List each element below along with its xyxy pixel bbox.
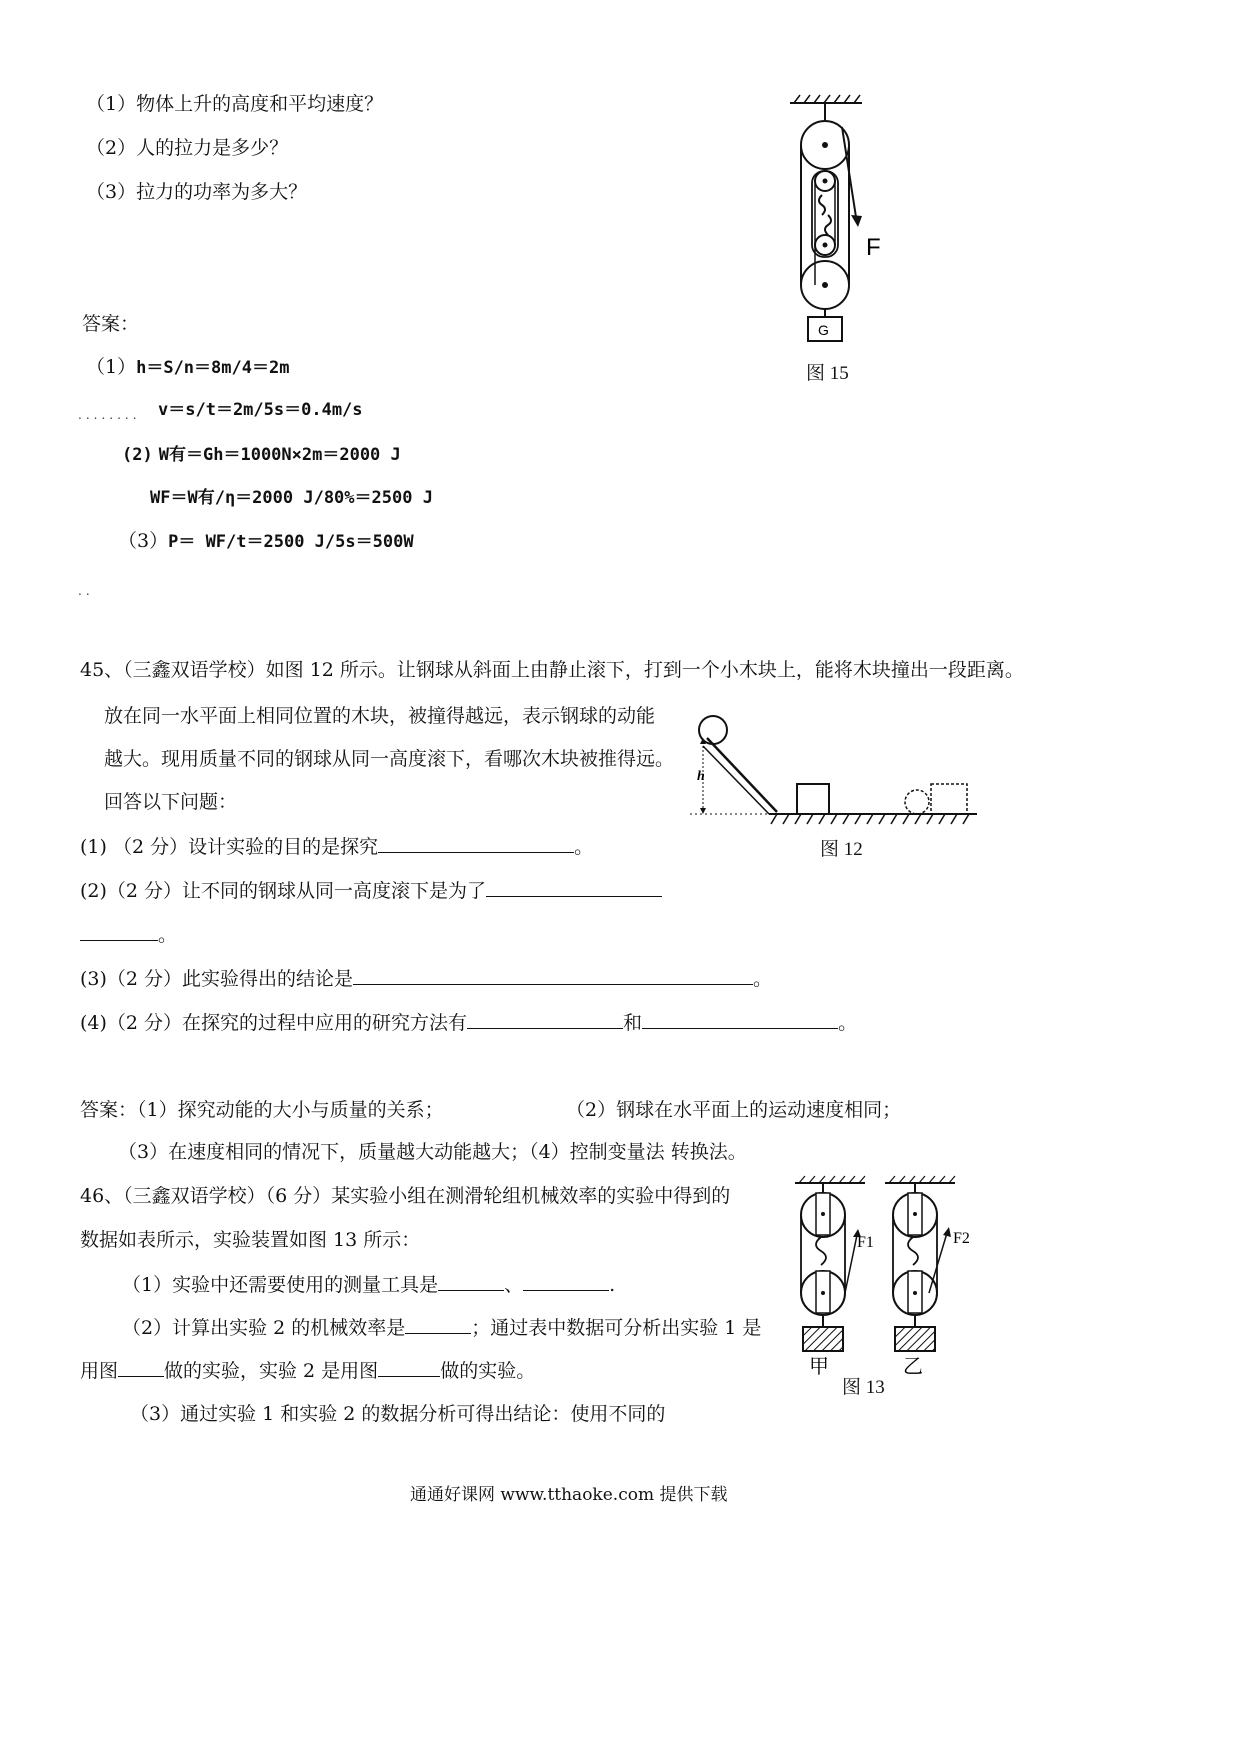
force-label: F [866,234,881,261]
q46-sub-1-end: . [609,1274,616,1296]
q45-blank-3[interactable] [353,966,753,985]
q46-sub-2 [122,1315,761,1340]
page-footer: 通通好课网 www.tthaoke.com 提供下载 [410,1485,728,1505]
q45-sub-1 [80,834,593,859]
answer-line-1 [86,355,289,380]
answer-line-5 [118,529,414,554]
q45-blank-1[interactable] [378,834,574,853]
answer-line-5-text: P＝ WF/t＝2500 J/5s＝500W [168,532,414,552]
figure-12-incline-diagram [685,710,985,830]
question-2: （2）人的拉力是多少？ [86,137,289,159]
q45-sub-2-text: (2)（2 分）让不同的钢球从同一高度滚下是为了 [80,880,487,902]
answer-line-1-prefix: （1） [86,356,137,378]
q46-sub-1 [122,1272,615,1297]
q46-blank-1b[interactable] [523,1272,609,1291]
q45-blank-2b[interactable] [80,922,158,941]
q46-blank-2c[interactable] [378,1358,440,1377]
q45-sub-4-mid: 和 [623,1012,643,1034]
q45-sub-4 [80,1010,857,1035]
q45-answer-b: （2）钢球在水平面上的运动速度相同； [566,1099,902,1121]
figure-13-pulley-diagrams [785,1175,985,1395]
question-3: （3）拉力的功率为多大？ [86,181,308,203]
q45-sub-4-end: 。 [838,1012,858,1034]
q45-sub-3 [80,966,772,991]
q45-line-3: 越大。现用质量不同的钢球从同一高度滚下，看哪次木块被推得远。 [104,748,675,770]
q46-blank-2a[interactable] [405,1315,471,1334]
figure-12-caption: 图 12 [820,839,863,860]
question-1: （1）物体上升的高度和平均速度？ [86,93,384,115]
q46-blank-2b[interactable] [118,1358,164,1377]
q45-blank-2a[interactable] [486,878,662,897]
figure-15-pulley-diagram [780,95,890,345]
q46-line-2: 数据如表所示，实验装置如图 13 所示： [80,1229,421,1251]
leader-dots-2: .. [78,584,94,598]
q45-blank-4a[interactable] [467,1010,623,1029]
answer-line-3 [122,442,401,467]
height-label: h [697,769,705,784]
q45-sub-4-text: (4)（2 分）在探究的过程中应用的研究方法有 [80,1012,468,1034]
q45-sub-2-end: 。 [158,924,178,946]
figure-15-caption: 图 15 [806,363,849,384]
q46-sub-2b-text: 用图 [80,1360,119,1382]
q46-sub-1-text: （1）实验中还需要使用的测量工具是 [122,1274,439,1296]
q45-sub-3-text: (3)（2 分）此实验得出的结论是 [80,968,354,990]
q46-blank-1a[interactable] [438,1272,504,1291]
weight-label: G [818,322,829,338]
answer-line-3-text: W有＝Gh＝1000N×2m＝2000 J [158,445,401,465]
q45-line-4: 回答以下问题： [104,791,238,813]
q46-sub-2-text: （2）计算出实验 2 的机械效率是 [122,1317,406,1339]
q46-sub-2b-end: 做的实验。 [440,1360,536,1382]
answer-line-5-prefix: （3） [118,530,169,552]
q45-line-2: 放在同一水平面上相同位置的木块，被撞得越远，表示钢球的动能 [104,705,656,727]
answer-line-4: WF＝W有/η＝2000 J/80%＝2500 J [150,488,433,508]
q45-sub-1-text: (1) （2 分）设计实验的目的是探究 [80,836,379,858]
answer-line-2: v＝s/t＝2m/5s＝0.4m/s [158,400,363,420]
leader-dots: ........ [78,408,141,422]
q45-answer-a: 答案：（1）探究动能的大小与质量的关系； [80,1099,444,1121]
q45-sub-2 [80,878,662,903]
answer-label: 答案： [82,313,140,335]
q46-sub-1-mid: 、 [504,1274,524,1296]
answer-line-3-prefix: (2) [122,445,153,465]
q46-sub-2-end: ；通过表中数据可分析出实验 1 是 [471,1317,762,1339]
f2-label: F2 [953,1230,970,1247]
q45-line-1: 45、（三鑫双语学校）如图 12 所示。让钢球从斜面上由静止滚下，打到一个小木块上，能将木块撞出一段距离。 [80,659,1024,681]
q46-sub-3: （3）通过实验 1 和实验 2 的数据分析可得出结论：使用不同的 [130,1403,666,1425]
figure-13-caption: 图 13 [842,1377,885,1398]
f1-label: F1 [857,1234,874,1251]
left-label: 甲 [809,1354,829,1378]
q46-sub-2b-mid: 做的实验，实验 2 是用图 [164,1360,379,1382]
q45-sub-3-end: 。 [753,968,773,990]
q45-blank-4b[interactable] [642,1010,838,1029]
q46-line-1: 46、（三鑫双语学校）（6 分）某实验小组在测滑轮组机械效率的实验中得到的 [80,1185,731,1207]
q45-sub-2-cont [80,922,177,947]
q45-sub-1-end: 。 [574,836,594,858]
q46-sub-2b [80,1358,535,1383]
answer-line-1-text: h＝S/n＝8m/4＝2m [136,358,290,378]
q45-answer-c: （3）在速度相同的情况下，质量越大动能越大；（4）控制变量法 转换法。 [118,1141,747,1163]
right-label: 乙 [903,1354,923,1378]
